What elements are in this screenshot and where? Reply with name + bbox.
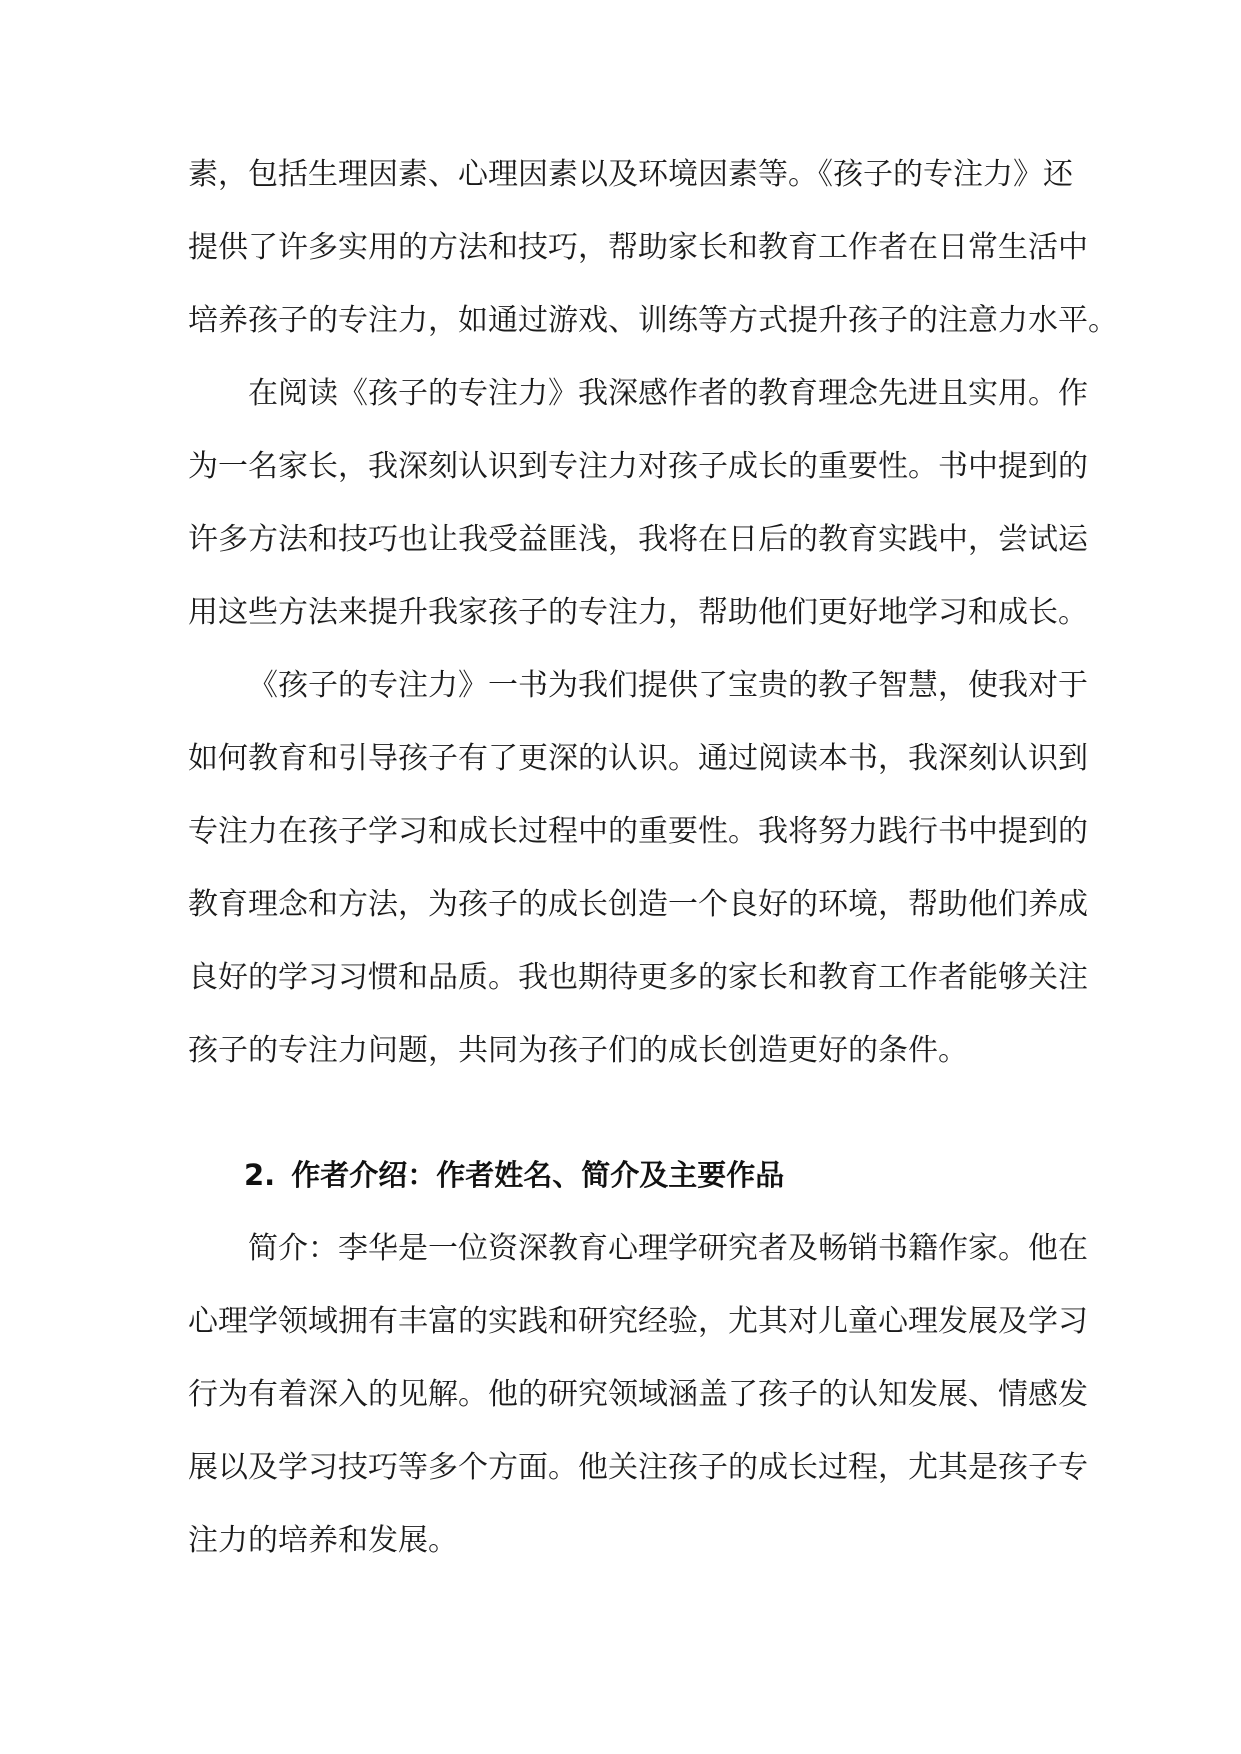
paragraph-continuation	[188, 138, 1118, 357]
text-line: 培养孩子的专注力，如通过游戏、训练等方式提升孩子的注意力水平。	[188, 303, 1118, 338]
paragraph-author-intro	[188, 1212, 1088, 1577]
text-line: 为一名家长，我深刻认识到专注力对孩子成长的重要性。书中提到的	[188, 449, 1088, 484]
text-line: 心理学领域拥有丰富的实践和研究经验，尤其对儿童心理发展及学习	[188, 1304, 1088, 1339]
section-heading	[188, 1139, 1054, 1212]
text-line: 如何教育和引导孩子有了更深的认识。通过阅读本书，我深刻认识到	[188, 741, 1088, 776]
text-line: 教育理念和方法，为孩子的成长创造一个良好的环境，帮助他们养成	[188, 887, 1088, 922]
document-body	[188, 138, 1118, 1577]
text-line: 孩子的专注力问题，共同为孩子们的成长创造更好的条件。	[188, 1033, 968, 1068]
text-line: 专注力在孩子学习和成长过程中的重要性。我将努力践行书中提到的	[188, 814, 1088, 849]
section-title: 作者介绍：作者姓名、简介及主要作品	[291, 1158, 785, 1192]
text-line: 简介：李华是一位资深教育心理学研究者及畅销书籍作家。他在	[248, 1231, 1088, 1266]
text-line: 素，包括生理因素、心理因素以及环境因素等。《孩子的专注力》还	[188, 157, 1073, 192]
text-line: 用这些方法来提升我家孩子的专注力，帮助他们更好地学习和成长。	[188, 595, 1088, 630]
text-line: 良好的学习习惯和品质。我也期待更多的家长和教育工作者能够关注	[188, 960, 1088, 995]
text-line: 提供了许多实用的方法和技巧，帮助家长和教育工作者在日常生活中	[188, 230, 1088, 265]
text-line: 在阅读《孩子的专注力》我深感作者的教育理念先进且实用。作	[248, 376, 1088, 411]
text-line: 注力的培养和发展。	[188, 1523, 458, 1558]
section-spacer	[188, 1087, 1054, 1139]
text-line: 许多方法和技巧也让我受益匪浅，我将在日后的教育实践中，尝试运	[188, 522, 1088, 557]
section-number: 2.	[244, 1158, 276, 1192]
text-line: 《孩子的专注力》一书为我们提供了宝贵的教子智慧，使我对于	[248, 668, 1088, 703]
paragraph-reading-reflection	[188, 357, 1088, 649]
text-line: 行为有着深入的见解。他的研究领域涵盖了孩子的认知发展、情感发	[188, 1377, 1088, 1412]
paragraph-conclusion	[188, 649, 1088, 1087]
text-line: 展以及学习技巧等多个方面。他关注孩子的成长过程，尤其是孩子专	[188, 1450, 1088, 1485]
